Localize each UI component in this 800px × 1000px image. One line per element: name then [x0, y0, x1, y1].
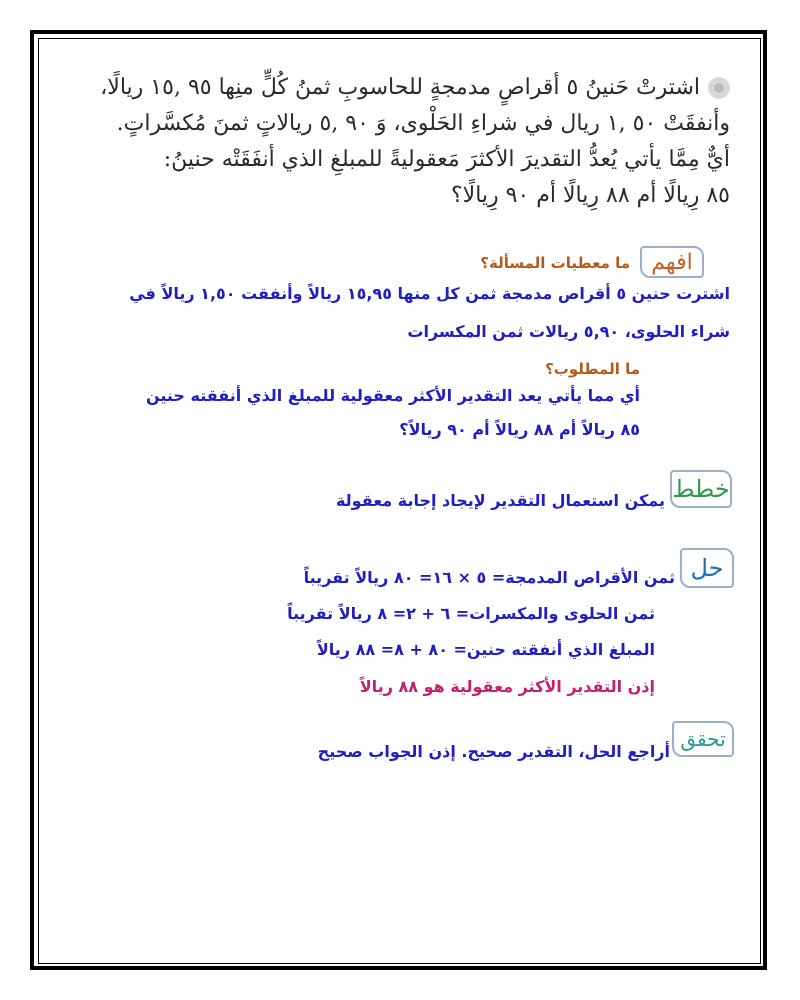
solve-line-1: ثمن الأقراص المدمجة= ٥ × ١٦= ٨٠ ريالاً تقريباً — [303, 568, 675, 587]
solve-line-2: ثمن الحلوى والمكسرات= ٦ + ٢= ٨ ريالاً تقريباً — [287, 604, 655, 623]
problem-line-4: ٨٥ رِيالًا أم ٨٨ رِيالًا أم ٩٠ رِيالًا؟ — [450, 183, 730, 208]
plan-text: يمكن استعمال التقدير لإيجاد إجابة معقولة — [335, 491, 665, 510]
problem-line-1 — [70, 70, 730, 106]
understand-tag — [640, 246, 704, 278]
solve-tag-label: حل — [690, 554, 724, 582]
understand-question-1: ما معطيات المسألة؟ — [480, 254, 630, 272]
solve-tag — [680, 548, 734, 588]
understand-answer-2-line-1: أي مما يأتي يعد التقدير الأكثر معقولية للمبلغ الذي أنفقته حنين — [145, 386, 640, 405]
problem-line-2: وأنفقَتْ ٥٠ ,١ ريال في شراءِ الحَلْوى، وَ ٩٠ ,٥ ريالاتٍ ثمنَ مُكسَّراتٍ. — [116, 111, 730, 136]
understand-answer-1-line-1: اشترت حنين ٥ أقراص مدمجة ثمن كل منها ١٥,٩٥ ريالاً وأنفقت ١,٥٠ ريالاً في — [129, 284, 730, 303]
problem-line-3: أيٌّ مِمَّا يأتي يُعدُّ التقديرَ الأكثرَ مَعقوليةً للمبلغِ الذي أنفَقَتْه حنينُ: — [163, 147, 730, 172]
solve-conclusion: إذن التقدير الأكثر معقولية هو ٨٨ ريالاً — [359, 677, 655, 696]
understand-answer-2-line-2: ٨٥ ريالاً أم ٨٨ ريالاً أم ٩٠ ريالاً؟ — [399, 420, 640, 439]
check-tag-label: تحقق — [680, 727, 726, 751]
plan-tag-label: خطط — [672, 475, 730, 503]
understand-answer-1-line-2: شراء الحلوى، ٥,٩٠ ريالات ثمن المكسرات — [407, 322, 730, 341]
question-number-icon — [708, 77, 730, 99]
solve-line-3: المبلغ الذي أنفقته حنين= ٨٠ + ٨= ٨٨ ريالاً — [316, 640, 655, 659]
understand-question-2: ما المطلوب؟ — [545, 360, 640, 378]
problem-line-1-text: اشترتْ حَنينُ ٥ أقراصٍ مدمجةٍ للحاسوبِ ثمنُ كُلٍّ منِها ٩٥ ,١٥ ريالًا، — [100, 75, 700, 100]
check-tag — [672, 721, 734, 757]
understand-tag-label: افهم — [651, 249, 693, 275]
plan-tag — [670, 470, 732, 508]
check-text: أراجع الحل، التقدير صحيح. إذن الجواب صحيح — [317, 742, 670, 761]
problem-statement — [70, 70, 730, 214]
